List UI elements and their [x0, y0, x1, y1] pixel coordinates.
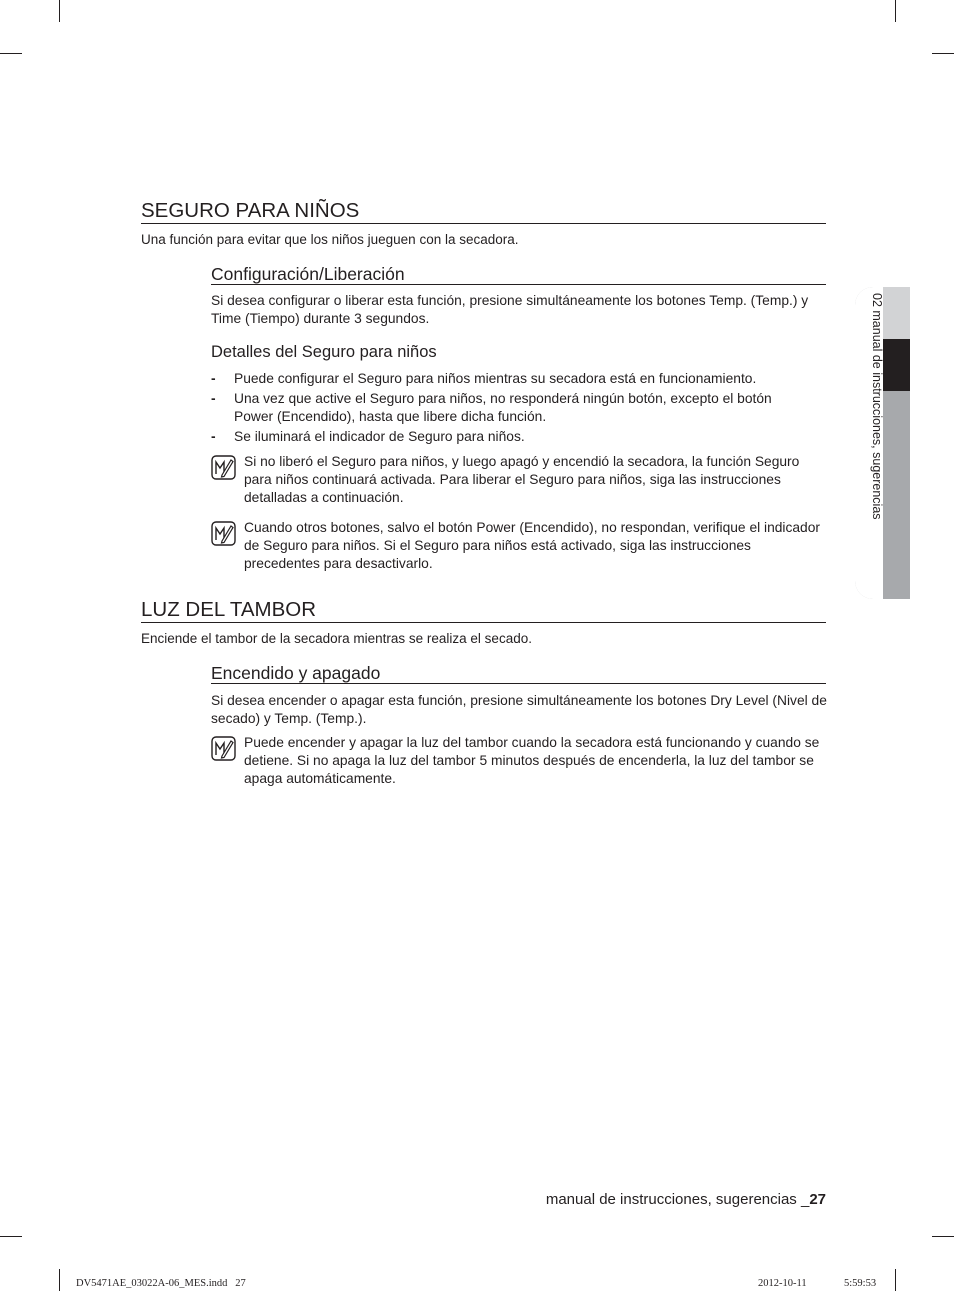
- slug-file: DV5471AE_03022A-06_MES.indd 27: [76, 1278, 246, 1289]
- list-item: - Se iluminará el indicador de Seguro para niños.: [211, 428, 811, 447]
- footer-text: manual de instrucciones, sugerencias _: [545, 1191, 810, 1208]
- crop-mark: [59, 0, 60, 22]
- section-intro-child-lock: Una función para evitar que los niños jueguen con la secadora.: [141, 232, 519, 247]
- list-item: - Una vez que active el Seguro para niños, no responderá ningún botón, excepto el botón Power (Encendido), hasta que libere dicha función.: [211, 390, 772, 424]
- config-text: Si desea configurar o liberar esta función, presione simultáneamente los botones Temp. (Temp.) y Time (Tiempo) durante 3 segundos.: [211, 293, 809, 326]
- note-block: [211, 519, 827, 573]
- note-block: [211, 734, 827, 788]
- note-text: Cuando otros botones, salvo el botón Power (Encendido), no respondan, verifique el indicador de Seguro para niños. Si el Seguro para niños está activado, siga las instrucciones precedentes para desactivarlo.: [244, 520, 820, 571]
- side-tab-label: 02 manual de instrucciones, sugerencias: [870, 293, 884, 520]
- crop-mark: [895, 1269, 896, 1291]
- crop-mark: [895, 0, 896, 22]
- crop-mark: [932, 1236, 954, 1237]
- note-icon: [211, 736, 236, 761]
- onoff-text: Si desea encender o apagar esta función, presione simultáneamente los botones Dry Level (Nivel de secado) y Temp. (Temp.).: [211, 693, 827, 726]
- slug-time: 5:59:53: [844, 1278, 877, 1289]
- note-text: Si no liberó el Seguro para niños, y luego apagó y encendió la secadora, la función Seguro para niños continuará activada. Para liberar el Seguro para niños, siga las instrucciones detalladas a continuación.: [244, 454, 800, 505]
- bullet-marker: -: [211, 371, 216, 386]
- list-item: - Puede configurar el Seguro para niños mientras su secadora está en funcionamiento.: [211, 370, 811, 389]
- slug-date: 2012-10-11: [758, 1278, 807, 1289]
- note-text: Puede encender y apagar la luz del tambor cuando la secadora está funcionando y cuando se detiene. Si no apaga la luz del tambor 5 minutos después de encenderla, la luz del tambor se apaga automáticamente.: [244, 735, 820, 786]
- subheading-onoff: Encendido y apagado: [211, 663, 826, 684]
- section-title-child-lock: SEGURO PARA NIÑOS: [141, 199, 826, 224]
- note-block: [211, 453, 827, 507]
- crop-mark: [932, 53, 954, 54]
- crop-mark: [59, 1269, 60, 1291]
- crop-mark: [0, 1236, 22, 1237]
- crop-mark: [0, 53, 22, 54]
- note-icon: [211, 455, 236, 480]
- section-title-drum-light: LUZ DEL TAMBOR: [141, 598, 826, 623]
- subheading-details: Detalles del Seguro para niños: [211, 343, 437, 361]
- bullet-marker: -: [211, 428, 216, 444]
- details-list: [211, 370, 811, 447]
- page-footer: [546, 1191, 826, 1209]
- page-number: 27: [809, 1191, 826, 1208]
- section-intro-drum-light: Enciende el tambor de la secadora mientras se realiza el secado.: [141, 631, 532, 646]
- subheading-config: Configuración/Liberación: [211, 264, 826, 285]
- bullet-marker: -: [211, 390, 216, 406]
- note-icon: [211, 521, 236, 546]
